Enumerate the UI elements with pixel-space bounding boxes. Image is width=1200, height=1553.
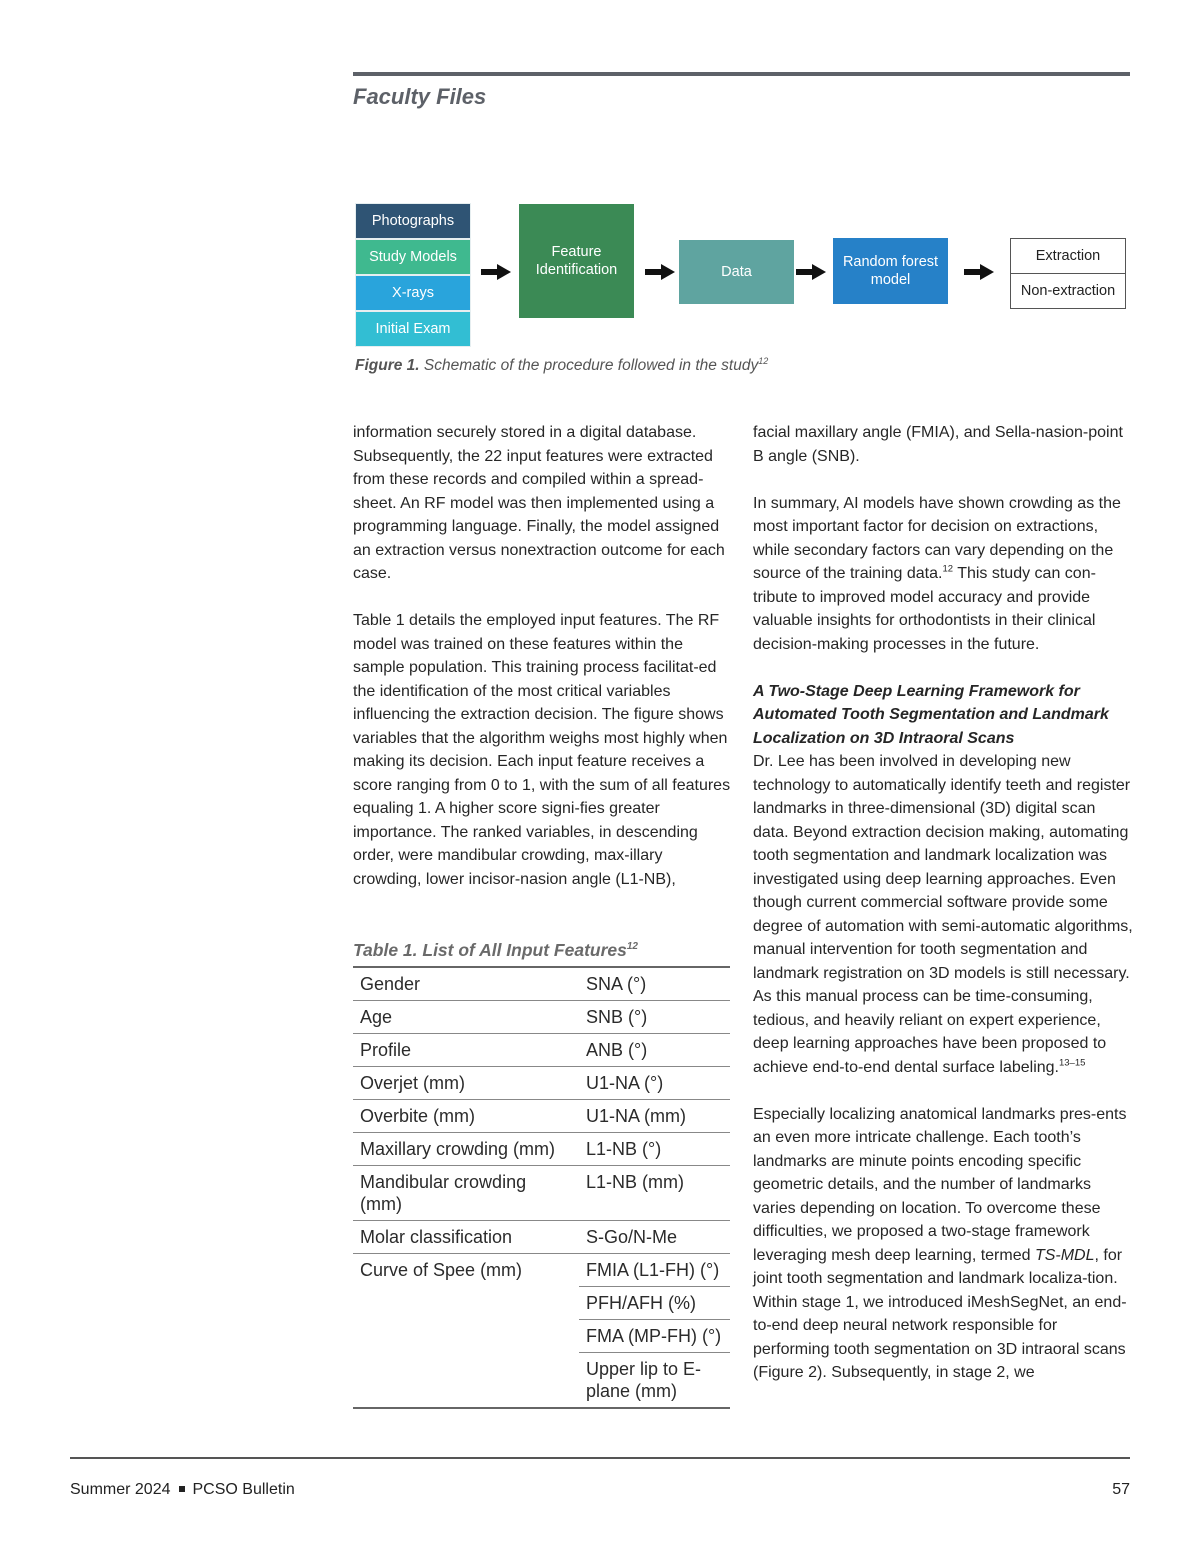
figure-label: Figure 1.	[355, 357, 420, 375]
right-paragraph-1: facial maxillary angle (FMIA), and Sella-nasion-point B angle (SNB).	[753, 424, 1123, 465]
table-cell: Mandibular crowding (mm)	[353, 1166, 579, 1221]
table-cell	[353, 1320, 579, 1353]
table-row	[353, 1320, 730, 1353]
table-cell: U1-NA (mm)	[579, 1100, 730, 1133]
page-number: 57	[1112, 1481, 1130, 1498]
left-paragraph-1: information securely stored in a digital database. Subsequently, the 22 input features were extracted from these records and compiled within a spread-sheet. An RF model was then implemented using a programming language. Finally, the model assigned an extraction versus nonextraction outcome for each case.	[353, 424, 725, 582]
arrow-right-icon	[964, 264, 994, 280]
right-paragraph-2-text-cont: This study can con-tribute to improved model accuracy and provide valuable insights for orthodontists in their clinical decision-making processes in the future.	[753, 565, 1096, 653]
table-row	[353, 1034, 730, 1067]
table-cell	[353, 1353, 579, 1409]
table-caption-ref: 12	[626, 941, 638, 953]
footer-issue	[70, 1481, 295, 1499]
term-ts-mdl: TS-MDL	[1034, 1246, 1095, 1264]
right-paragraph-4	[753, 1103, 1133, 1385]
left-paragraph-2: Table 1 details the employed input features. The RF model was trained on these features within the sample population. This training process facilitat-ed the identification of the most critical variables influencing the extraction decision. The figure shows variables that the algorithm weighs most highly when making its decision. Each input feature receives a score ranging from 0 to 1, with the sum of all features equaling 1. A higher score signi-fies greater importance. The ranked variables, in descending order, were mandibular crowding, max-illary crowding, lower incisor-nasion angle (L1-NB),	[353, 612, 731, 888]
table-cell: Gender	[353, 967, 579, 1001]
table-row	[353, 1353, 730, 1409]
right-paragraph-3	[753, 750, 1133, 1079]
section-subheading: A Two-Stage Deep Learning Framework for Automated Tooth Segmentation and Landmark Localization on 3D Intraoral Scans	[753, 682, 1109, 747]
table-row	[353, 1287, 730, 1320]
table-row	[353, 1221, 730, 1254]
table-row	[353, 1254, 730, 1287]
table-cell: SNA (°)	[579, 967, 730, 1001]
figure-caption-text: Schematic of the procedure followed in the study	[419, 357, 759, 375]
table-cell: ANB (°)	[579, 1034, 730, 1067]
top-rule	[353, 72, 1130, 76]
right-column	[753, 421, 1133, 1385]
non-extraction-outcome: Non-extraction	[1020, 283, 1116, 299]
table-cell: L1-NB (°)	[579, 1133, 730, 1166]
table-row	[353, 1100, 730, 1133]
footer-issue-date: Summer 2024	[70, 1481, 171, 1498]
table-cell: Overbite (mm)	[353, 1100, 579, 1133]
table-cell: Molar classification	[353, 1221, 579, 1254]
table-cell: Profile	[353, 1034, 579, 1067]
feature-identification-box: Feature Identification	[519, 204, 634, 318]
table-row	[353, 1001, 730, 1034]
section-title: Faculty Files	[353, 84, 487, 109]
table-caption	[353, 940, 638, 961]
table-row	[353, 1133, 730, 1166]
right-paragraph-4-text: Especially localizing anatomical landmarks pres-ents an even more intricate challenge. Each tooth’s landmarks are minute points encoding specific geometric details, and the number of landmarks varies depending on location. To overcome these difficulties, we proposed a two-stage framework leveraging mesh deep learning, termed	[753, 1105, 1127, 1264]
table-cell: Overjet (mm)	[353, 1067, 579, 1100]
procedure-diagram	[355, 203, 1130, 351]
initial-exam-box: Initial Exam	[355, 311, 471, 347]
square-bullet-icon	[179, 1486, 185, 1492]
citation-ref: 12	[942, 563, 954, 575]
data-box: Data	[679, 240, 794, 304]
table-cell: Upper lip to E-plane (mm)	[579, 1353, 730, 1409]
right-paragraph-4-text-cont: , for joint tooth segmentation and landmark localiza-tion. Within stage 1, we introduced iMeshSegNet, an end-to-end deep neural network responsible for performing tooth segmentation on 3D intraoral scans (Figure 2). Subsequently, in stage 2, we	[753, 1246, 1127, 1381]
table-cell: SNB (°)	[579, 1001, 730, 1034]
table-cell	[353, 1287, 579, 1320]
table-cell: Maxillary crowding (mm)	[353, 1133, 579, 1166]
footer-publication: PCSO Bulletin	[192, 1481, 295, 1498]
table-cell: U1-NA (°)	[579, 1067, 730, 1100]
table-cell: Age	[353, 1001, 579, 1034]
figure-caption-ref: 12	[758, 356, 769, 366]
random-forest-model-box: Random forest model	[833, 238, 948, 304]
arrow-right-icon	[645, 264, 675, 280]
table-row	[353, 1166, 730, 1221]
footer-rule	[70, 1457, 1130, 1459]
table-cell: L1-NB (mm)	[579, 1166, 730, 1221]
study-models-box: Study Models	[355, 239, 471, 275]
right-paragraph-2-text: In summary, AI models have shown crowding as the most important factor for decision on extractions, while secondary factors can vary depending on the source of the training data.	[753, 494, 1121, 582]
table-cell: Curve of Spee (mm)	[353, 1254, 579, 1287]
citation-ref: 13–15	[1058, 1057, 1086, 1069]
right-paragraph-3-text: Dr. Lee has been involved in developing new technology to automatically identify teeth and register landmarks in three-dimensional (3D) digital scan data. Beyond extraction decision making, automating tooth segmentation and landmark localization was investigated using deep learning approaches. Even though current commercial software provide some degree of automation with semi-automatic algorithms, manual intervention for tooth segmentation and landmark registration on 3D models is still necessary. As this manual process can be time-consuming, tedious, and heavily reliant on expert experience, deep learning approaches have been proposed to achieve end-to-end dental surface labeling.	[753, 753, 1133, 1076]
table-caption-text: Table 1. List of All Input Features	[353, 940, 627, 960]
xrays-box: X-rays	[355, 275, 471, 311]
input-features-table	[353, 966, 730, 1409]
outcome-box	[1010, 238, 1126, 309]
arrow-right-icon	[796, 264, 826, 280]
figure-caption	[355, 356, 768, 375]
table-row	[353, 967, 730, 1001]
photographs-box: Photographs	[355, 203, 471, 239]
table-cell: S-Go/N-Me	[579, 1221, 730, 1254]
table-row	[353, 1067, 730, 1100]
arrow-right-icon	[481, 264, 511, 280]
right-paragraph-2	[753, 492, 1133, 657]
table-cell: FMIA (L1-FH) (°)	[579, 1254, 730, 1287]
extraction-outcome: Extraction	[1011, 239, 1125, 274]
left-column	[353, 421, 731, 891]
table-cell: FMA (MP-FH) (°)	[579, 1320, 730, 1353]
table-cell: PFH/AFH (%)	[579, 1287, 730, 1320]
